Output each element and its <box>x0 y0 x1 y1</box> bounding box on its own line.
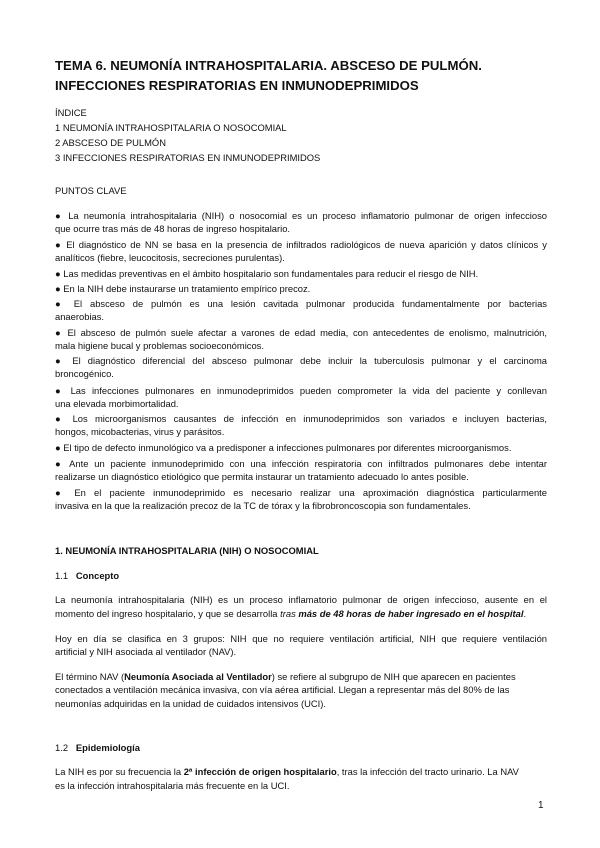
text-run: . <box>523 608 527 619</box>
text-run: momento del ingreso hospitalario, y que se desarrolla <box>55 608 281 619</box>
key-point-line: ● En la NIH debe instaurarse un tratamiento empírico precoz. <box>55 283 311 294</box>
subsection-label: Concepto <box>75 570 120 581</box>
text-run-bold: 2ª infección de origen hospitalario <box>183 766 337 777</box>
key-point-line: ● El diagnóstico diferencial del absceso pulmonar debe incluir la tuberculosis pulmonar y el carcinoma <box>55 355 547 366</box>
text-run: La NIH es por su frecuencia la <box>55 766 184 777</box>
index-heading: ÍNDICE <box>55 107 87 118</box>
text-run-bold: Neumonía Asociada al Ventilador <box>124 671 272 682</box>
key-point-line: mala higiene bucal y problemas socioeconómicos. <box>55 340 264 351</box>
key-point-line: invasiva en la que la realización precoz de la TC de tórax y la fibrobroncoscopia son fundamentales. <box>55 500 471 511</box>
text-run-bold-italic: más de 48 horas de haber ingresado en el hospital <box>298 608 524 619</box>
paragraph-line <box>55 766 547 779</box>
key-point-line: ● Ante un paciente inmunodeprimido con una infección respiratoria con infiltrados pulmonares debe intentar <box>55 458 547 469</box>
key-point-line: una elevada morbimortalidad. <box>55 398 179 409</box>
key-point-line: ● El tipo de defecto inmunológico va a predisponer a infecciones pulmonares por diferentes microorganismos. <box>55 442 512 453</box>
document-title <box>55 56 545 96</box>
page-number: 1 <box>538 800 544 811</box>
key-point-line: ● La neumonía intrahospitalaria (NIH) o nosocomial es un proceso inflamatorio pulmonar de origen infeccioso <box>55 210 547 221</box>
key-point-line: anaerobias. <box>55 311 104 322</box>
paragraph-line: La neumonía intrahospitalaria (NIH) es un proceso inflamatorio pulmonar de origen infeccioso, ausente en el <box>55 594 547 605</box>
key-point-line: ● Las medidas preventivas en el ámbito hospitalario son fundamentales para reducir el riesgo de NIH. <box>55 268 479 279</box>
key-point-line: ● Las infecciones pulmonares en inmunodeprimidos pueden comprometer la vida del paciente y conllevan <box>55 385 547 396</box>
title-line-2: INFECCIONES RESPIRATORIAS EN INMUNODEPRIMIDOS <box>55 78 419 93</box>
key-point-line: que ocurre tras más de 48 horas de ingreso hospitalario. <box>55 223 291 234</box>
paragraph-line: artificial y NIH asociada al ventilador (NAV). <box>55 646 237 657</box>
paragraph-line: neumonías adquiridas en la unidad de cuidados intensivos (UCI). <box>55 698 326 709</box>
subsection-heading <box>55 742 547 755</box>
key-point-line: ● El absceso de pulmón suele afectar a varones de edad media, con antecedentes de enolismo, malnutrición, <box>55 327 547 338</box>
subsection-heading <box>55 570 547 583</box>
paragraph-line: conectados a ventilación mecánica invasiva, con vía aérea artificial. Llegan a representar más del 80% de las <box>55 684 510 695</box>
index-item: 2 ABSCESO DE PULMÓN <box>55 137 166 148</box>
key-point-line: analíticos (fiebre, leucocitosis, secreciones purulentas). <box>55 252 285 263</box>
index-item: 3 INFECCIONES RESPIRATORIAS EN INMUNODEPRIMIDOS <box>55 152 321 163</box>
text-run: El término NAV ( <box>55 671 125 682</box>
subsection-number: 1.2 <box>55 742 69 753</box>
paragraph-line <box>55 671 547 684</box>
text-run: , tras la infección del tracto urinario. La NAV <box>336 766 519 777</box>
subsection-label: Epidemiología <box>75 742 140 753</box>
subsection-number: 1.1 <box>55 570 69 581</box>
key-points-heading: PUNTOS CLAVE <box>55 185 127 196</box>
key-point-line: realizarse un diagnóstico etiológico que permita instaurar un tratamiento adecuado lo antes posible. <box>55 471 469 482</box>
title-line-1: TEMA 6. NEUMONÍA INTRAHOSPITALARIA. ABSCESO DE PULMÓN. <box>55 58 482 73</box>
paragraph-line: es la infección intrahospitalaria más frecuente en la UCI. <box>55 780 290 791</box>
section-heading: 1. NEUMONÍA INTRAHOSPITALARIA (NIH) O NOSOCOMIAL <box>55 545 319 556</box>
key-point-line: ● Los microorganismos causantes de infección en inmunodeprimidos son variados e incluyen bacterias, <box>55 413 547 424</box>
key-point-line: ● En el paciente inmunodeprimido es necesario realizar una aproximación diagnóstica particularmente <box>55 487 547 498</box>
key-point-line: broncogénico. <box>55 368 114 379</box>
text-run-italic: tras <box>280 608 299 619</box>
paragraph-line: Hoy en día se clasifica en 3 grupos: NIH que no requiere ventilación artificial, NIH que requiere ventilación <box>55 633 547 644</box>
key-point-line: hongos, micobacterias, virus y parásitos. <box>55 426 225 437</box>
key-point-line: ● El diagnóstico de NN se basa en la presencia de infiltrados radiológicos de nueva aparición y datos clínicos y <box>55 239 547 250</box>
key-point-line: ● El absceso de pulmón es una lesión cavitada pulmonar producida fundamentalmente por bacterias <box>55 298 547 309</box>
text-run: ) se refiere al subgrupo de NIH que aparecen en pacientes <box>271 671 516 682</box>
index-item: 1 NEUMONÍA INTRAHOSPITALARIA O NOSOCOMIAL <box>55 122 287 133</box>
paragraph-line <box>55 608 547 621</box>
